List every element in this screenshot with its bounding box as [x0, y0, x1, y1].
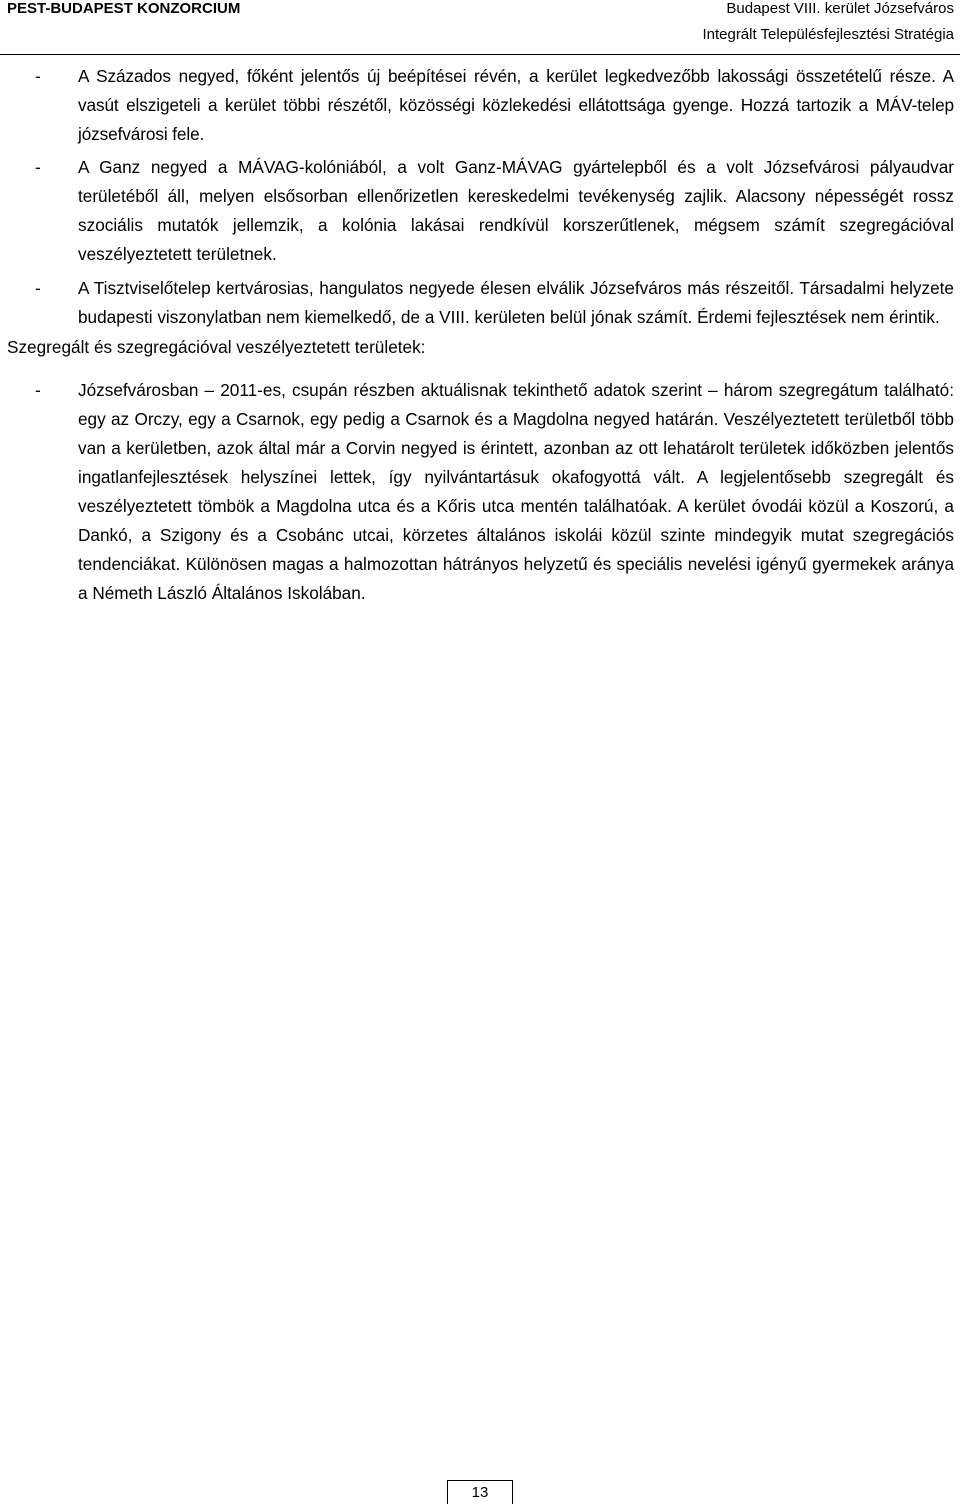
- consortium-name: PEST-BUDAPEST KONZORCIUM: [7, 0, 241, 17]
- page-number: 13: [471, 1484, 489, 1501]
- list-dash: -: [35, 278, 41, 298]
- district-title: Budapest VIII. kerület Józsefváros: [726, 0, 954, 17]
- list-item-text: A Tisztviselőtelep kertvárosias, hangulatos negyede élesen elválik Józsefváros más részeitől. Társadalmi helyzete budapesti viszonylatban nem kiemelkedő, de a VIII. kerületen belül jónak számít. Érdemi fejlesztések nem érintik.: [78, 278, 954, 327]
- list-item-text: A Százados negyed, főként jelentős új beépítései révén, a kerület legkedvezőbb lakossági összetételű része. A vasút elszigeteli a kerület többi részétől, közösségi közlekedési ellátottsága gyenge. Hozzá tartozik a MÁV-telep józsefvárosi fele.: [78, 66, 954, 144]
- list-dash: -: [35, 66, 41, 86]
- list-dash: -: [35, 157, 41, 177]
- list-item-ganz: [0, 153, 960, 269]
- list-item-szazados: [0, 62, 960, 149]
- list-item-szegregatumok: [0, 376, 960, 608]
- section-heading: Szegregált és szegregációval veszélyeztetett területek:: [7, 337, 426, 357]
- list-item-text: Józsefvárosban – 2011-es, csupán részben aktuálisnak tekinthető adatok szerint – három szegregátum található: egy az Orczy, egy a Csarnok, egy pedig a Csarnok és a Magdolna negyed határán. Veszélyeztetett területből több van a kerületben, azok által már a Corvin negyed is érintett, azonban az ott lehatárolt területek időközben jelentős ingatlanfejlesztések helyszínei lettek, így nyilvántartásuk okafogyottá vált. A legjelentősebb szegregált és veszélyeztetett tömbök a Magdolna utca és a Kőris utca mentén találhatóak. A kerület óvodái közül a Koszorú, a Dankó, a Szigony és a Csobánc utcai, körzetes általános iskolái közül szinte mindegyik mutat szegregációs tendenciákat. Különösen magas a halmozottan hátrányos helyzetű és speciális nevelési igényű gyermekek aránya a Németh László Általános Iskolában.: [78, 380, 954, 603]
- page-content: [0, 62, 960, 608]
- list-item-text: A Ganz negyed a MÁVAG-kolóniából, a volt Ganz-MÁVAG gyártelepből és a volt Józsefvárosi pályaudvar területéből áll, melyen elsősorban ellenőrizetlen kereskedelmi tevékenység zajlik. Alacsony népességét rossz szociális mutatók jellemzik, a kolónia lakásai rendkívül korszerűtlenek, mégsem számít szegregációval veszélyeztetett területnek.: [78, 157, 954, 264]
- page-header: [0, 0, 960, 52]
- header-divider: [0, 54, 960, 55]
- list-item-tisztviselotelep: [0, 274, 960, 332]
- list-dash: -: [35, 380, 41, 400]
- document-title-block: [702, 0, 954, 52]
- strategy-title: Integrált Településfejlesztési Stratégia: [702, 26, 954, 43]
